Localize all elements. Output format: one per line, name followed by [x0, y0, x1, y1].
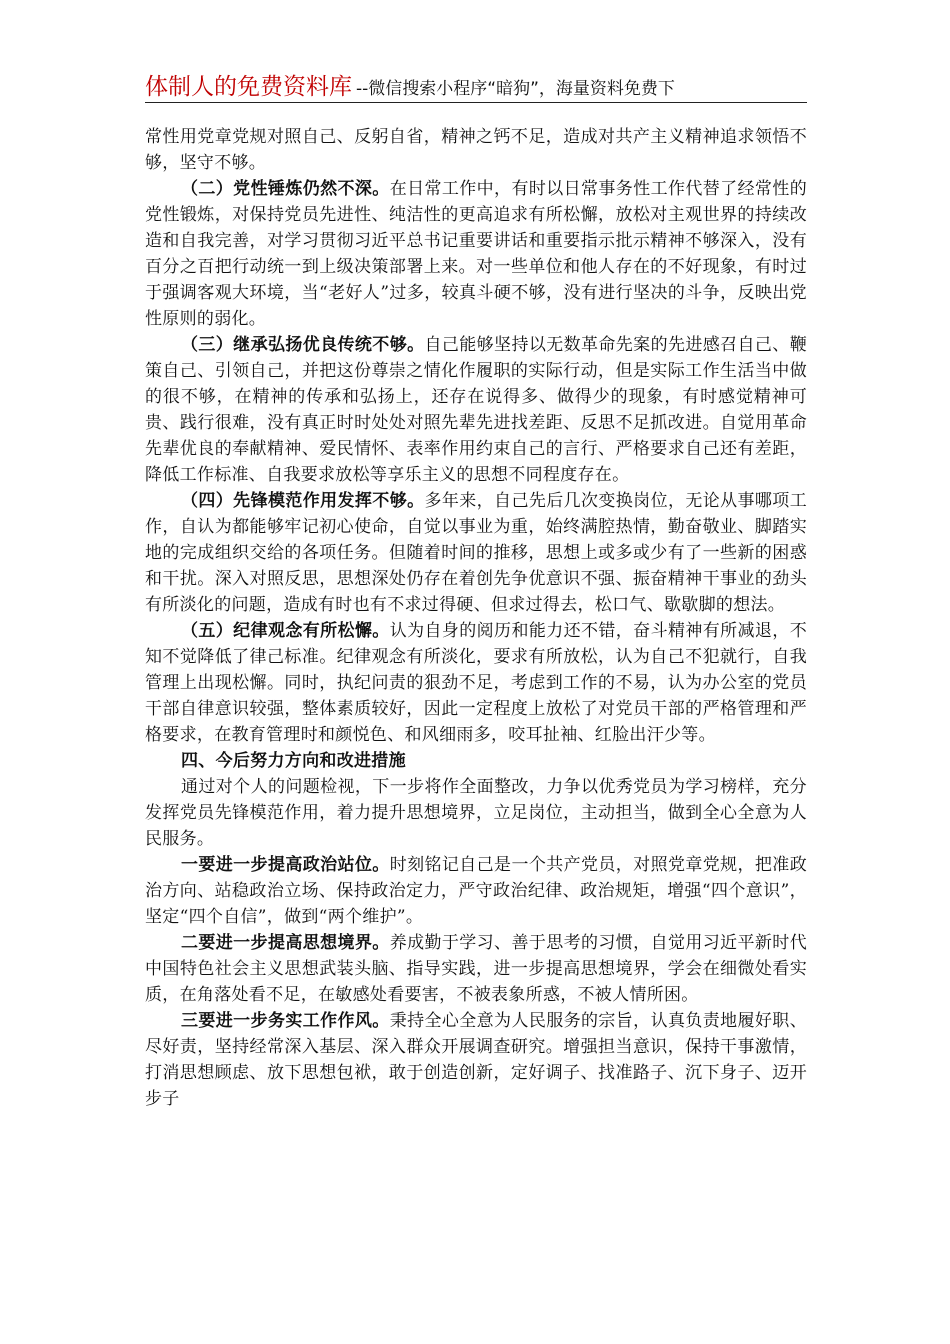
paragraph-text: 自己能够坚持以无数革命先案的先进感召自己、鞭策自己、引领自己，并把这份尊崇之情化作履职的实际行动，但是实际工作生活当中做的很不够，在精神的传承和弘扬上，还存在说得多、做得少的现象，有时感觉精神可贵、践行很难，没有真正时时处处对照先辈先进找差距、反思不足抓改进。自觉用革命先辈优良的奉献精神、爱民情怀、表率作用约束自己的言行、严格要求自己还有差距，降低工作标准、自我要求放松等享乐主义的思想不同程度存在。	[145, 335, 807, 485]
section-heading-4	[145, 748, 807, 774]
header-subtitle: --微信搜索小程序“暗狗”，海量资料免费下	[356, 79, 675, 99]
heading-text: 四、今后努力方向和改进措施	[181, 751, 406, 771]
paragraph-lead: 一要进一步提高政治站位。	[181, 855, 390, 875]
paragraph-continuation	[145, 124, 807, 176]
paragraph-section-4	[145, 488, 807, 618]
paragraph-text: 认为自身的阅历和能力还不错，奋斗精神有所减退，不知不觉降低了律己标准。纪律观念有所淡化，要求有所放松，认为自己不犯就行，自我管理上出现松懈。同时，执纪问责的狠劲不足，考虑到工作的不易，认为办公室的党员干部自律意识较强，整体素质较好，因此一定程度上放松了对党员干部的严格管理和严格要求，在教育管理时和颜悦色、和风细雨多，咬耳扯袖、红脸出汗少等。	[145, 621, 807, 745]
paragraph-lead: 二要进一步提高思想境界。	[181, 933, 390, 953]
paragraph-measure-3	[145, 1008, 807, 1112]
header-brand: 体制人的免费资料库	[145, 74, 352, 100]
paragraph-lead: 三要进一步务实工作作风。	[181, 1011, 390, 1031]
paragraph-text: 养成勤于学习、善于思考的习惯，自觉用习近平新时代中国特色社会主义思想武装头脑、指导实践，进一步提高思想境界，学会在细微处看实质，在角落处看不足，在敏感处看要害，不被表象所惑，不被人情所困。	[145, 933, 807, 1005]
paragraph-lead: （二）党性锤炼仍然不深。	[181, 179, 390, 199]
paragraph-lead: （三）继承弘扬优良传统不够。	[181, 335, 425, 355]
paragraph-section-3	[145, 332, 807, 488]
paragraph-section-5	[145, 618, 807, 748]
document-body	[145, 124, 807, 1112]
paragraph-text: 时刻铭记自己是一个共产党员，对照党章党规，把准政治方向、站稳政治立场、保持政治定力，严守政治纪律、政治规矩，增强“四个意识”，坚定“四个自信”，做到“两个维护”。	[145, 855, 807, 927]
paragraph-lead: （五）纪律观念有所松懈。	[181, 621, 390, 641]
paragraph-lead: （四）先锋模范作用发挥不够。	[181, 491, 425, 511]
paragraph-measure-1	[145, 852, 807, 930]
header-banner	[145, 68, 807, 103]
paragraph-text: 在日常工作中，有时以日常事务性工作代替了经常性的党性锻炼，对保持党员先进性、纯洁性的更高追求有所松懈，放松对主观世界的持续改造和自我完善，对学习贯彻习近平总书记重要讲话和重要指示批示精神不够深入，没有百分之百把行动统一到上级决策部署上来。对一些单位和他人存在的不好现象，有时过于强调客观大环境，当“老好人”过多，较真斗硬不够，没有进行坚决的斗争，反映出党性原则的弱化。	[145, 179, 807, 329]
paragraph-text: 秉持全心全意为人民服务的宗旨，认真负责地履好职、尽好责，坚持经常深入基层、深入群众开展调查研究。增强担当意识，保持干事激情，打消思想顾虑、放下思想包袱，敢于创造创新，定好调子、找准路子、沉下身子、迈开步子	[145, 1011, 807, 1109]
paragraph-measure-2	[145, 930, 807, 1008]
paragraph-text: 常性用党章党规对照自己、反躬自省，精神之钙不足，造成对共产主义精神追求领悟不够，坚守不够。	[145, 127, 807, 173]
paragraph-text: 多年来，自己先后几次变换岗位，无论从事哪项工作，自认为都能够牢记初心使命，自觉以事业为重，始终满腔热情，勤奋敬业、脚踏实地的完成组织交给的各项任务。但随着时间的推移，思想上或多或少有了一些新的困惑和干扰。深入对照反思，思想深处仍存在着创先争优意识不强、振奋精神干事业的劲头有所淡化的问题，造成有时也有不求过得硬、但求过得去，松口气、歇歇脚的想法。	[145, 491, 807, 615]
paragraph-text: 通过对个人的问题检视，下一步将作全面整改，力争以优秀党员为学习榜样，充分发挥党员先锋模范作用，着力提升思想境界，立足岗位，主动担当，做到全心全意为人民服务。	[145, 777, 807, 849]
paragraph-intro	[145, 774, 807, 852]
paragraph-section-2	[145, 176, 807, 332]
